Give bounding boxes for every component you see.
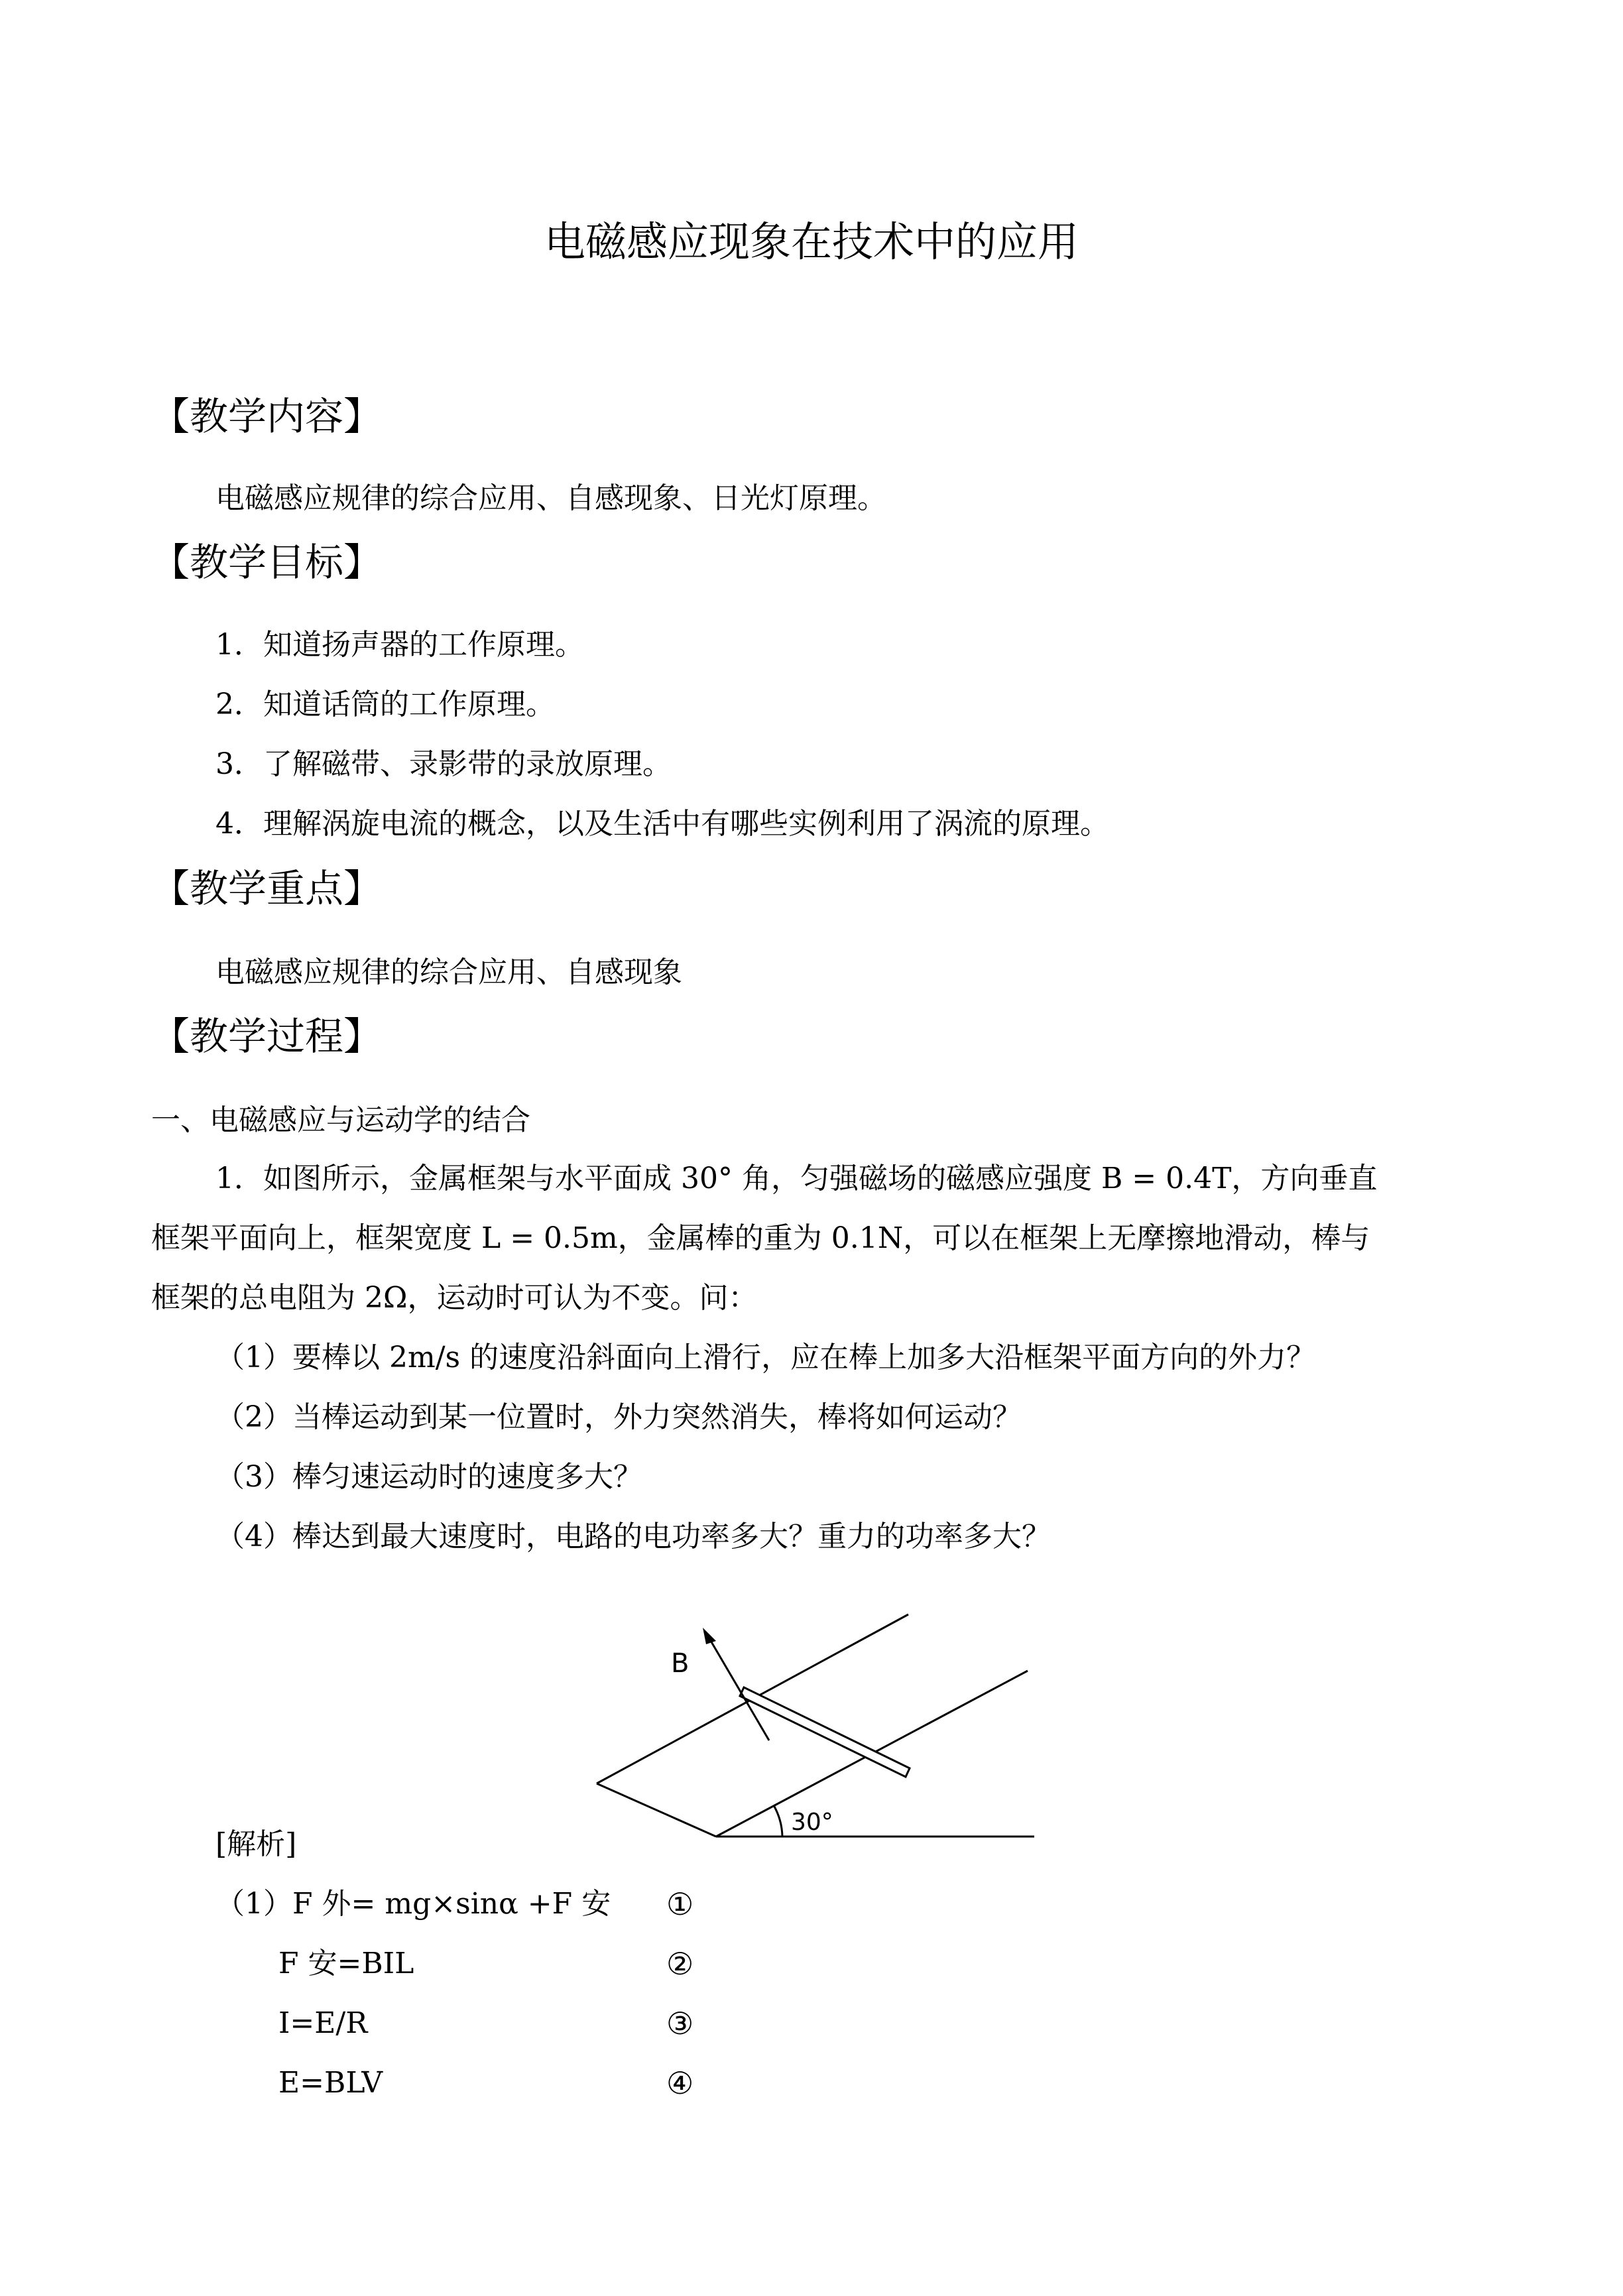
angle-arc (774, 1805, 782, 1837)
equation-1-number: ① (666, 1886, 694, 1922)
problem-line-3: 框架的总电阻为 2Ω，运动时可认为不变。问： (151, 1281, 758, 1315)
equation-2-number: ② (666, 1946, 694, 1982)
goal-item-2: 2．知道话筒的工作原理。 (215, 688, 555, 721)
focus-text: 电磁感应规律的综合应用、自感现象 (215, 955, 682, 989)
problem-line-2: 框架平面向上，框架宽度 L = 0.5m，金属棒的重为 0.1N，可以在框架上无摩擦地滑动，棒与 (151, 1221, 1370, 1255)
section-heading-process: 【教学过程】 (151, 1014, 383, 1059)
question-4: （4）棒达到最大速度时，电路的电功率多大？重力的功率多大？ (215, 1520, 1051, 1553)
equation-2: F 安=BIL (278, 1947, 414, 1980)
b-field-arrow (708, 1636, 769, 1740)
goal-item-3: 3．了解磁带、录影带的录放原理。 (215, 747, 672, 781)
process-subheading: 一、电磁感应与运动学的结合 (151, 1103, 530, 1137)
equation-4: E=BLV (278, 2066, 383, 2100)
question-3: （3）棒匀速运动时的速度多大？ (215, 1460, 642, 1494)
question-1: （1）要棒以 2m/s 的速度沿斜面向上滑行，应在棒上加多大沿框架平面方向的外力？ (215, 1341, 1316, 1374)
problem-line-1: 1．如图所示，金属框架与水平面成 30° 角，匀强磁场的磁感应强度 B = 0.4T，方向垂直 (215, 1162, 1378, 1195)
section-heading-focus: 【教学重点】 (151, 866, 383, 911)
equation-1: （1）F 外= mg×sinα +F 安 (215, 1887, 611, 1921)
equation-3: I=E/R (278, 2006, 368, 2040)
section-heading-content: 【教学内容】 (151, 394, 383, 439)
question-2: （2）当棒运动到某一位置时，外力突然消失，棒将如何运动？ (215, 1400, 1022, 1434)
analysis-label: [解析] (215, 1827, 297, 1861)
angle-label: 30° (791, 1809, 833, 1836)
page-title: 电磁感应现象在技术中的应用 (544, 217, 1079, 266)
b-field-label: B (671, 1648, 690, 1679)
equation-3-number: ③ (666, 2006, 694, 2041)
equation-4-number: ④ (666, 2065, 694, 2101)
incline-frame-diagram (590, 1604, 1054, 1850)
content-text: 电磁感应规律的综合应用、自感现象、日光灯原理。 (215, 481, 886, 515)
section-heading-goals: 【教学目标】 (151, 540, 383, 585)
frame-end (597, 1783, 716, 1837)
b-field-arrowhead (703, 1628, 716, 1644)
goal-item-1: 1．知道扬声器的工作原理。 (215, 628, 584, 662)
goal-item-4: 4．理解涡旋电流的概念，以及生活中有哪些实例利用了涡流的原理。 (215, 807, 1109, 841)
